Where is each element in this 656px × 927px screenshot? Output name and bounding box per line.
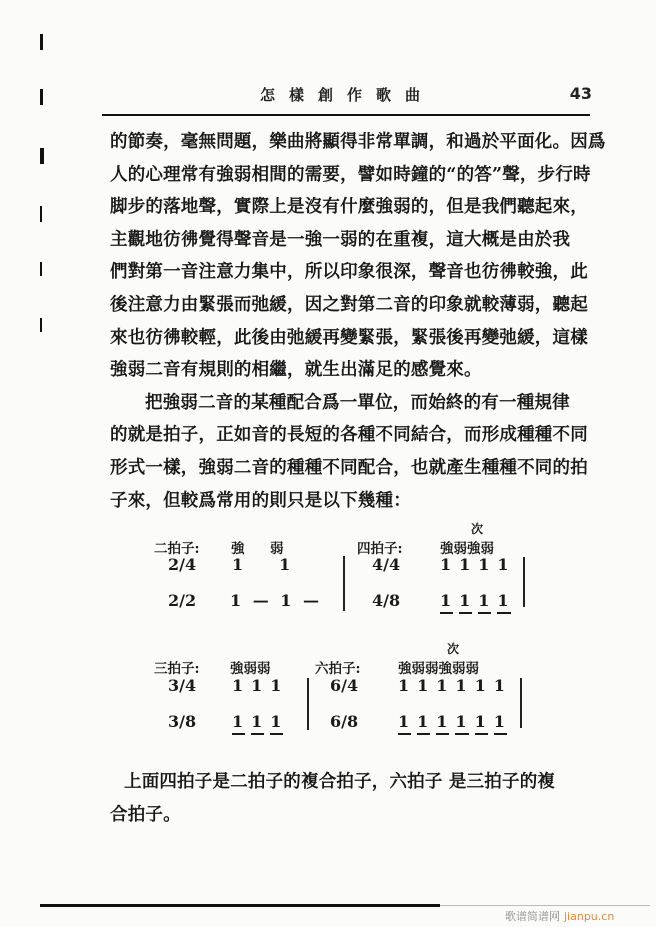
watermark [505,908,614,924]
note-row-underlined [398,712,513,731]
accent-pattern: 強弱強弱 [440,541,494,557]
note: 1 [251,676,265,695]
time-signature: 4/8 [372,591,401,610]
paragraph-3 [110,766,600,831]
note: 1 [436,676,450,695]
time-signature: 6/4 [330,676,359,695]
bottom-rule [40,904,440,907]
time-signature: 2/2 [168,591,197,610]
sextuple-meter-label: 六拍子: [315,661,361,677]
text-line: 人的心理常有強弱相間的需要，譬如時鐘的“的答”聲，步行時 [110,164,591,185]
accent-strong: 強 [231,541,245,557]
note: 1 [455,676,469,695]
eighth-note: 1 [440,591,454,610]
text-line: 的就是拍子，正如音的長短的各種不同結合，而形成種種不同 [110,425,588,446]
time-signature: 3/4 [168,676,197,695]
note: 1 [232,676,246,695]
note: 1 [474,676,488,695]
eighth-note: 1 [398,712,412,731]
eighth-note: 1 [232,712,246,731]
eighth-note: 1 [459,591,473,610]
text-line: 子來，但較爲常用的則只是以下幾種： [110,490,411,511]
note-row [398,676,513,695]
eighth-note: 1 [417,712,431,731]
text-line: 來也彷彿較輕，此後由弛緩再變緊張，緊張後再變弛緩，這樣 [110,327,588,348]
barline [307,678,309,730]
eighth-note: 1 [493,712,507,731]
note: 1 [497,555,511,574]
text-line: 主觀地彷彿覺得聲音是一強一弱的在重複，這大概是由於我 [110,229,571,250]
watermark-text: 歌谱简谱网 [505,910,560,923]
eighth-note: 1 [474,712,488,731]
accent-pattern: 強弱弱強弱弱 [398,661,479,677]
text-line: 形式一樣，強弱二音的種種不同配合，也就產生種種不同的拍 [110,457,588,478]
bottom-rule-faint [440,905,650,906]
text-line: 把強弱二音的某種配合爲一單位，而始終的有一種規律 [145,392,570,413]
text-line: 的節奏，毫無問題，樂曲將顯得非常單調，和過於平面化。因爲 [110,132,606,152]
time-signature: 3/8 [168,712,197,731]
secondary-accent-mark: 次 [447,642,460,656]
note-row: 1 — 1 — [230,591,322,610]
accent-pattern: 強弱弱 [230,661,271,677]
eighth-note: 1 [251,712,265,731]
eighth-note: 1 [436,712,450,731]
end-barline [520,678,522,728]
note: 1 [478,555,492,574]
note-row [232,676,289,695]
note: 1 [440,555,454,574]
note: 1 [279,555,293,574]
time-signature: 4/4 [372,555,401,574]
note: 1 [398,676,412,695]
text-line: 上面四拍子是二拍子的複合拍子，六拍子 是三拍子的複 [124,772,556,792]
note-row-underlined [232,712,289,731]
text-line: 們對第一音注意力集中，所以印象很深，聲音也彷彿較強，此 [110,262,588,283]
page-number: 43 [569,84,592,103]
triple-meter-label: 三拍子: [154,661,200,677]
time-signature: 6/8 [330,712,359,731]
note: 1 [417,676,431,695]
text-line: 脚步的落地聲，實際上是沒有什麼強弱的，但是我們聽起來， [110,197,588,218]
watermark-url: jianpu.cn [564,910,615,923]
time-signature: 2/4 [168,555,197,574]
note: 1 [459,555,473,574]
note: 1 [232,555,246,574]
note: 1 [270,676,284,695]
body-text-closing [110,766,600,831]
text-line: 強弱二音有規則的相繼，就生出滿足的感覺來。 [110,360,482,381]
text-line: 後注意力由緊張而弛緩，因之對第二音的印象就較薄弱，聽起 [110,294,588,315]
note: 1 [493,676,507,695]
accent-weak: 弱 [270,541,284,557]
text-line: 合拍子。 [110,804,181,825]
quadruple-meter-label: 四拍子: [357,541,403,557]
duple-meter-label: 二拍子: [154,541,200,557]
eighth-note: 1 [270,712,284,731]
eighth-note: 1 [497,591,511,610]
book-title: 怎樣創作歌曲 [260,86,435,104]
eighth-note: 1 [478,591,492,610]
secondary-accent-mark: 次 [471,522,484,536]
eighth-note: 1 [455,712,469,731]
